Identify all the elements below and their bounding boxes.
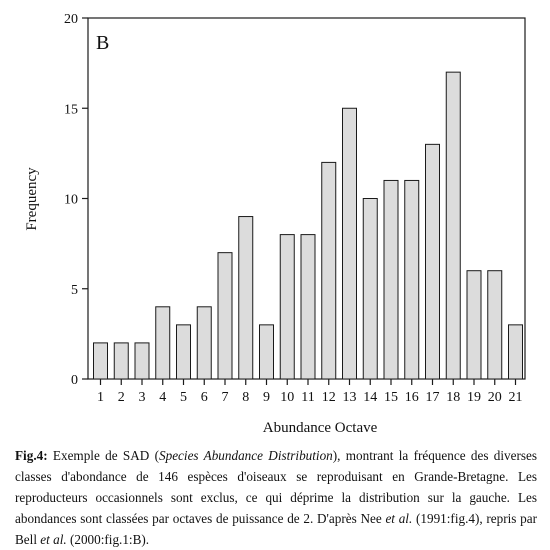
x-tick-label: 14: [363, 390, 378, 405]
bar-octave-18: [446, 72, 460, 379]
bar-octave-9: [260, 325, 274, 379]
bar-octave-14: [363, 199, 377, 380]
x-tick-label: 6: [200, 390, 208, 405]
caption-text-3: (1991:fig.4), repris par Bell: [15, 511, 537, 547]
x-tick-label: 16: [404, 390, 419, 405]
caption-label: Fig.4:: [15, 448, 48, 463]
caption-text-1: Exemple de SAD (: [47, 448, 160, 463]
x-tick-label: 7: [221, 390, 229, 405]
x-tick-label: 13: [342, 390, 357, 405]
bar-octave-17: [426, 144, 440, 379]
bar-octave-19: [467, 271, 481, 379]
bars-group: [94, 72, 523, 379]
x-tick-label: 8: [242, 390, 250, 405]
y-tick-label: 0: [71, 373, 78, 388]
bar-octave-1: [94, 343, 108, 379]
bar-octave-2: [114, 343, 128, 379]
bar-octave-3: [135, 343, 149, 379]
bar-octave-12: [322, 162, 336, 379]
bar-octave-11: [301, 235, 315, 379]
bar-octave-4: [156, 307, 170, 379]
y-axis-label: Frequency: [24, 167, 40, 231]
y-tick-label: 5: [71, 282, 78, 298]
x-tick-label: 10: [280, 390, 295, 405]
figure-caption: [15, 445, 537, 550]
y-tick-label: 10: [64, 192, 78, 208]
bar-octave-7: [218, 253, 232, 379]
bar-octave-6: [197, 307, 211, 379]
bar-octave-13: [343, 108, 357, 379]
x-tick-label: 19: [467, 390, 481, 405]
x-axis: [97, 379, 523, 405]
x-tick-label: 11: [301, 390, 315, 405]
x-tick-label: 9: [263, 390, 270, 405]
bar-octave-10: [280, 235, 294, 379]
x-tick-label: 18: [446, 390, 461, 405]
bar-octave-20: [488, 271, 502, 379]
x-tick-label: 17: [425, 390, 440, 405]
x-tick-label: 15: [384, 390, 398, 405]
y-axis: [64, 12, 88, 388]
x-tick-label: 12: [321, 390, 336, 405]
panel-label: B: [96, 32, 110, 54]
y-tick-label: 15: [64, 102, 78, 118]
y-tick-label: 20: [64, 12, 78, 27]
bar-octave-21: [509, 325, 523, 379]
bar-octave-15: [384, 180, 398, 379]
bar-octave-16: [405, 180, 419, 379]
x-tick-label: 20: [487, 390, 502, 405]
x-tick-label: 3: [138, 390, 146, 405]
caption-et-al-2: et al.: [40, 532, 67, 547]
x-axis-label: Abundance Octave: [262, 420, 378, 436]
x-tick-label: 2: [117, 390, 125, 405]
x-tick-label: 1: [97, 390, 104, 405]
bar-octave-5: [177, 325, 191, 379]
caption-et-al-1: et al.: [385, 511, 413, 526]
caption-text-4: (2000:fig.1:B).: [66, 532, 150, 547]
caption-term: Species Abundance Distribution: [159, 448, 333, 463]
caption-text-2: ), montrant la fréquence des diverses classes d'abondance de 146 espèces d'oiseaux se reproduisant en Grande-Bretagne. Les reproducteurs occasionnels sont exclus, ce qui déprime la distribution sur la gauche. Les abondances sont classées par octaves de puissance de 2. D'après Nee: [15, 448, 537, 526]
x-tick-label: 4: [159, 390, 167, 405]
x-tick-label: 5: [180, 390, 187, 405]
x-tick-label: 21: [508, 390, 523, 405]
bar-octave-8: [239, 217, 253, 379]
